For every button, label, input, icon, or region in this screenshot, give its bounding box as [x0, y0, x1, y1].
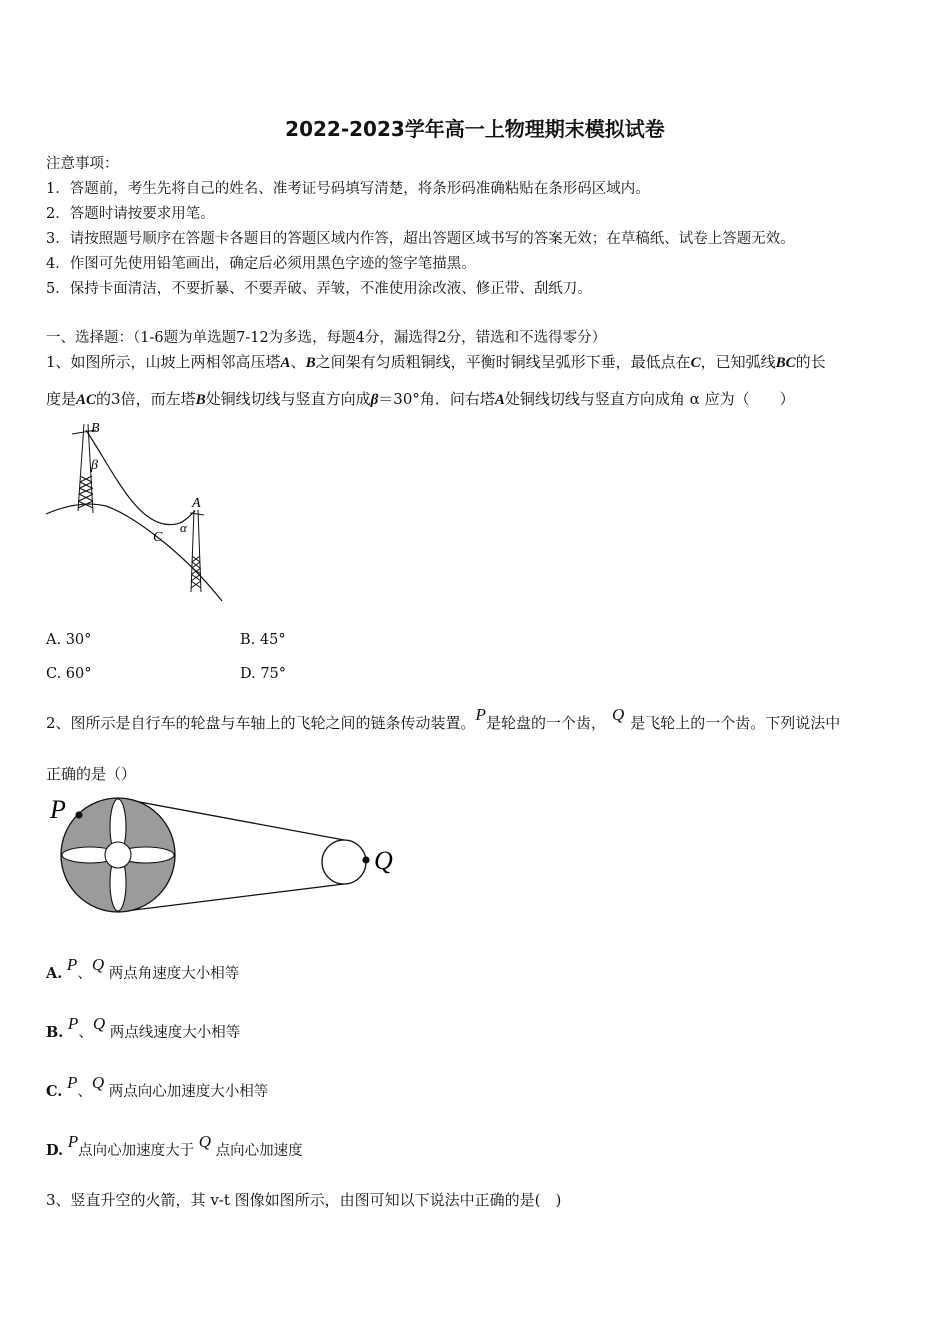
- fig-label-P: P: [50, 795, 66, 824]
- fig-label-alpha: α: [180, 520, 187, 535]
- fig-label-C: C: [153, 530, 163, 545]
- notice-heading: 注意事项：: [46, 156, 119, 172]
- notice-item-5: 5．保持卡面清洁，不要折暴、不要弄破、弄皱，不准使用涂改液、修正带、刮纸刀。: [46, 281, 592, 297]
- notice-item-3: 3．请按照题号顺序在答题卡各题目的答题区域内作答，超出答题区域书写的答案无效；在草稿纸、试卷上答题无效。: [46, 231, 795, 247]
- notice-item-4: 4．作图可先使用铅笔画出，确定后必须用黑色字迹的签字笔描黑。: [46, 256, 476, 272]
- notice-item-1: 1．答题前，考生先将自己的姓名、准考证号码填写清楚，将条形码准确粘贴在条形码区域内。: [46, 181, 650, 197]
- q1-option-c[interactable]: C. 60°: [46, 666, 92, 682]
- q1-tower-figure: [44, 418, 244, 613]
- fig-label-beta: β: [91, 458, 98, 473]
- q2-chain-figure: [44, 790, 404, 920]
- q1-option-a[interactable]: A. 30°: [46, 632, 92, 648]
- q1-line2: 度是AC的3倍，而左塔B处铜线切线与竖直方向成β＝30°角．问右塔A处铜线切线与竖直方向成角 α 应为（ ）: [46, 390, 795, 408]
- q2-option-b[interactable]: B. P、Q 两点线速度大小相等: [46, 1014, 241, 1041]
- page-title: 2022-2023学年高一上物理期末模拟试卷: [285, 117, 665, 141]
- q3-line1: 3、竖直升空的火箭，其 v-t 图像如图所示，由图可知以下说法中正确的是( ): [46, 1191, 562, 1209]
- fig-label-Q: Q: [374, 846, 393, 875]
- q2-option-a[interactable]: A. P、Q 两点角速度大小相等: [46, 955, 240, 982]
- notice-item-2: 2．答题时请按要求用笔。: [46, 206, 215, 222]
- q2-option-c[interactable]: C. P、Q 两点向心加速度大小相等: [46, 1073, 269, 1100]
- q1-option-d[interactable]: D. 75°: [240, 666, 287, 682]
- q2-option-d[interactable]: D. P点向心加速度大于 Q 点向心加速度: [46, 1132, 303, 1159]
- q1-line1: 1、如图所示，山坡上两相邻高压塔A、B之间架有匀质粗铜线，平衡时铜线呈弧形下垂，最低点在C，已知弧线BC的长: [46, 353, 826, 371]
- q1-option-b[interactable]: B. 45°: [240, 632, 286, 648]
- section-heading: 一、选择题：（1-6题为单选题7-12为多选，每题4分，漏选得2分，错选和不选得零分）: [46, 330, 607, 346]
- q2-line1: 2、图所示是自行车的轮盘与车轴上的飞轮之间的链条传动装置。P是轮盘的一个齿， Q 是飞轮上的一个齿。下列说法中: [46, 705, 841, 732]
- fig-label-A: A: [192, 496, 201, 511]
- q2-line2: 正确的是（）: [46, 765, 137, 783]
- fig-label-B: B: [91, 421, 100, 436]
